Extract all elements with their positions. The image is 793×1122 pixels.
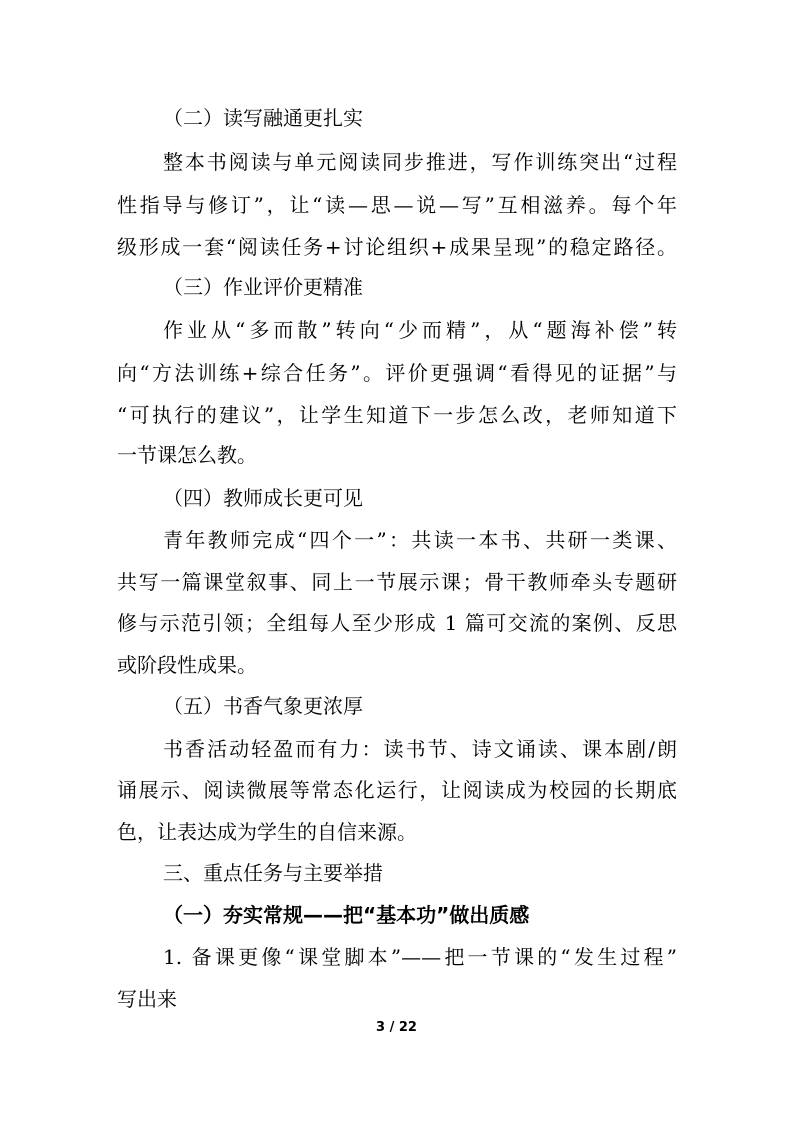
list-item-line: 写出来 (117, 987, 177, 1011)
section-heading-3: （三）作业评价更精准 (163, 275, 363, 299)
paragraph-line: 色，让表达成为学生的自信来源。 (117, 820, 417, 844)
paragraph-line: 性指导与修订”，让“读—思—说—写”互相滋养。每个年 (117, 193, 677, 217)
paragraph-line: 或阶段性成果。 (117, 653, 257, 677)
paragraph-line: 一节课怎么教。 (117, 443, 257, 467)
paragraph-line: 青年教师完成“四个一”：共读一本书、共研一类课、 (163, 528, 677, 552)
paragraph-line: 修与示范引领；全组每人至少形成 1 篇可交流的案例、反思 (117, 611, 677, 635)
part-heading: 三、重点任务与主要举措 (163, 861, 383, 885)
paragraph-line: “可执行的建议”，让学生知道下一步怎么改，老师知道下 (117, 403, 677, 427)
section-heading-5: （五）书香气象更浓厚 (163, 694, 363, 718)
list-item-line: 1. 备课更像“课堂脚本”——把一节课的“发生过程” (163, 945, 677, 969)
paragraph-line: 共写一篇课堂叙事、同上一节展示课；骨干教师牵头专题研 (117, 570, 677, 594)
section-heading-4: （四）教师成长更可见 (163, 486, 363, 510)
paragraph-line: 级形成一套“阅读任务+讨论组织+成果呈现”的稳定路径。 (117, 235, 677, 259)
subsection-heading: （一）夯实常规——把“基本功”做出质感 (163, 903, 530, 927)
paragraph-line: 向“方法训练+综合任务”。评价更强调“看得见的证据”与 (117, 361, 677, 385)
page-number: 3 / 22 (376, 1020, 417, 1035)
paragraph-line: 书香活动轻盈而有力：读书节、诗文诵读、课本剧/朗 (163, 737, 677, 761)
paragraph-line: 作业从“多而散”转向“少而精”，从“题海补偿”转 (163, 318, 677, 342)
paragraph-line: 诵展示、阅读微展等常态化运行，让阅读成为校园的长期底 (117, 778, 677, 802)
paragraph-line: 整本书阅读与单元阅读同步推进，写作训练突出“过程 (163, 150, 677, 174)
section-heading-2: （二）读写融通更扎实 (163, 106, 363, 130)
